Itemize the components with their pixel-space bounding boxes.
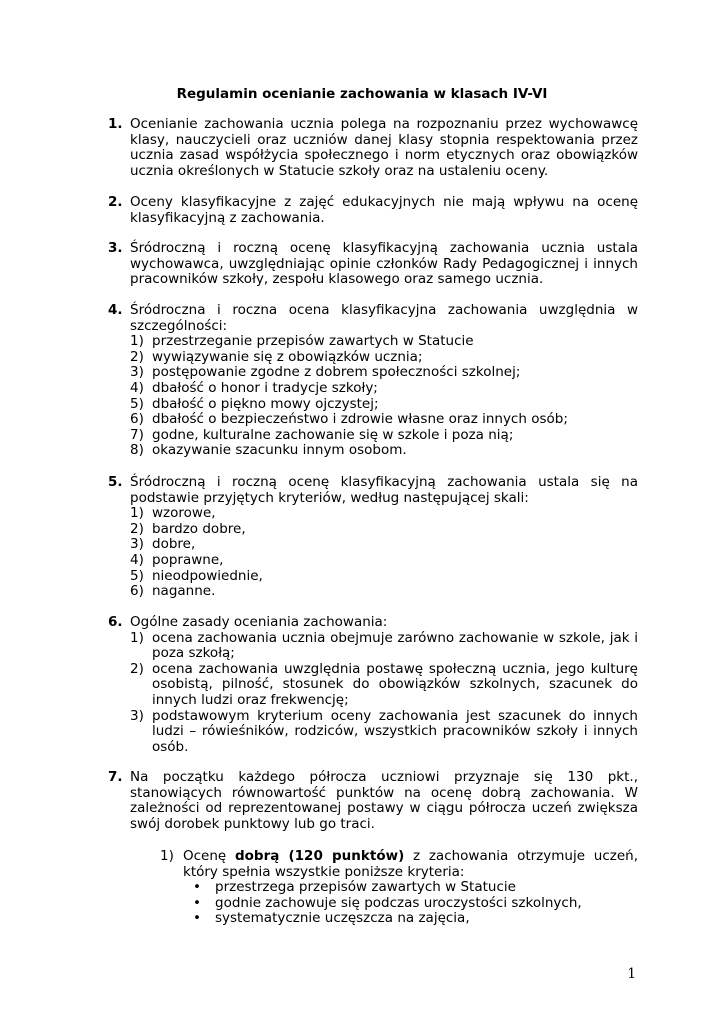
list-item <box>183 911 638 927</box>
list-item <box>108 365 638 381</box>
subsection-good-grade <box>160 849 638 927</box>
list-item <box>108 397 638 413</box>
item-number: 3) <box>130 707 144 724</box>
item-text: godnie zachowuje się podczas uroczystości szkolnych, <box>215 894 582 911</box>
item-number: 1) <box>130 629 144 646</box>
section-number: 2. <box>108 194 123 210</box>
item-number: 5) <box>130 567 144 584</box>
item-text: przestrzega przepisów zawartych w Statucie <box>215 879 516 896</box>
list-item <box>108 553 638 569</box>
text-prefix: Ocenę <box>183 848 235 864</box>
section-number: 4. <box>108 302 123 318</box>
section-number: 7. <box>108 769 123 785</box>
subsection-text <box>183 849 638 927</box>
item-number: 4) <box>130 551 144 568</box>
item-text: okazywanie szacunku innym osobom. <box>152 442 407 459</box>
section-text: Ocenianie zachowania ucznia polega na rozpoznaniu przez wychowawcę klasy, nauczycieli oraz uczniów danej klasy stopnia respektowania przez ucznia zasad współżycia społecznego i norm etycznych oraz obowiązków ucznia określonych w Statucie szkoły oraz na ustaleniu oceny. <box>130 116 638 179</box>
section-number: 5. <box>108 474 123 490</box>
item-text: nieodpowiednie, <box>152 567 263 584</box>
item-number: 6) <box>130 411 144 428</box>
item-text: dbałość o piękno mowy ojczystej; <box>152 395 379 412</box>
rules-list <box>108 631 638 756</box>
item-text: godne, kulturalne zachowanie się w szkole i poza nią; <box>152 426 514 443</box>
document-title: Regulamin ocenianie zachowania w klasach IV-VI <box>176 86 548 102</box>
page-number: 1 <box>627 966 636 982</box>
list-item <box>108 428 638 444</box>
section-text: Oceny klasyfikacyjne z zajęć edukacyjnych nie mają wpływu na ocenę klasyfikacyjną z zachowania. <box>130 194 638 226</box>
bullet-icon: • <box>193 910 201 927</box>
item-text: ocena zachowania ucznia obejmuje zarówno zachowanie w szkole, jak i poza szkołą; <box>152 629 638 662</box>
list-item <box>108 569 638 585</box>
text-suffix: z zachowania otrzymuje uczeń, który spełnia wszystkie poniższe kryteria: <box>183 848 638 880</box>
item-number: 3) <box>130 536 144 553</box>
list-item <box>108 662 638 709</box>
section-text: Śródroczna i roczna ocena klasyfikacyjna zachowania uwzględnia w szczególności: <box>130 302 638 334</box>
list-item <box>108 709 638 756</box>
list-item <box>108 443 638 459</box>
item-text: dbałość o bezpieczeństwo i zdrowie własne oraz innych osób; <box>152 411 568 428</box>
item-number: 7) <box>130 426 144 443</box>
list-item <box>108 631 638 662</box>
item-number: 2) <box>130 660 144 677</box>
section-text: Ogólne zasady oceniania zachowania: <box>130 614 388 630</box>
item-text: ocena zachowania uwzględnia postawę społeczną ucznia, jego kulturę osobistą, pilność, stosunek do obowiązków szkolnych, szacunek do innych ludzi oraz frekwencję; <box>152 660 638 708</box>
section-3 <box>108 241 638 288</box>
list-item <box>108 350 638 366</box>
list-item <box>108 381 638 397</box>
section-7 <box>108 770 638 832</box>
item-text: dbałość o honor i tradycje szkoły; <box>152 379 378 396</box>
item-text: wywiązywanie się z obowiązków ucznia; <box>152 348 423 365</box>
item-text: poprawne, <box>152 551 224 568</box>
section-text: Śródroczną i roczną ocenę klasyfikacyjną zachowania ucznia ustala wychowawca, uwzględniając opinie członków Rady Pedagogicznej i innych pracowników szkoły, zespołu klasowego oraz samego ucznia. <box>130 240 638 288</box>
list-item <box>183 896 638 912</box>
criteria-list <box>108 334 638 459</box>
item-number: 8) <box>130 442 144 459</box>
item-number: 1) <box>160 848 174 864</box>
item-number: 4) <box>130 379 144 396</box>
bullet-icon: • <box>193 879 201 896</box>
item-number: 2) <box>130 348 144 365</box>
list-item <box>108 334 638 350</box>
item-number: 3) <box>130 364 144 381</box>
section-number: 3. <box>108 240 123 256</box>
section-text: Na początku każdego półrocza uczniowi przyznaje się 130 pkt., stanowiących równowartość punktów na ocenę dobrą zachowania. W zależności od reprezentowanej postawy w ciągu półrocza uczeń zwiększa swój dorobek punktowy lub go traci. <box>130 769 638 832</box>
item-number: 2) <box>130 520 144 537</box>
item-text: podstawowym kryterium oceny zachowania jest szacunek do innych ludzi – rówieśników, rodziców, wszystkich pracowników szkoły i innych osób. <box>152 707 638 755</box>
item-text: postępowanie zgodne z dobrem społeczności szkolnej; <box>152 364 521 381</box>
section-4 <box>108 303 638 459</box>
section-text: Śródroczną i roczną ocenę klasyfikacyjną zachowania ustala się na podstawie przyjętych kryteriów, według następującej skali: <box>130 474 638 506</box>
item-text: wzorowe, <box>152 505 216 522</box>
section-1 <box>108 117 638 179</box>
item-number: 6) <box>130 583 144 600</box>
item-number: 1) <box>130 505 144 522</box>
item-number: 5) <box>130 395 144 412</box>
section-number: 1. <box>108 116 123 132</box>
item-text: dobre, <box>152 536 196 553</box>
text-bold: dobrą (120 punktów) <box>234 848 405 864</box>
list-item <box>108 522 638 538</box>
item-number: 1) <box>130 333 144 350</box>
list-item <box>108 584 638 600</box>
list-item <box>108 537 638 553</box>
section-5 <box>108 475 638 600</box>
bullet-icon: • <box>193 894 201 911</box>
section-6 <box>108 615 638 755</box>
item-text: przestrzeganie przepisów zawartych w Statucie <box>152 333 474 350</box>
item-text: bardzo dobre, <box>152 520 246 537</box>
item-text: systematycznie uczęszcza na zajęcia, <box>215 910 470 927</box>
item-text: naganne. <box>152 583 216 600</box>
list-item <box>108 506 638 522</box>
section-number: 6. <box>108 614 123 630</box>
grade-scale-list <box>108 506 638 600</box>
criteria-bullet-list <box>183 880 638 927</box>
list-item <box>183 880 638 896</box>
section-2 <box>108 195 638 226</box>
list-item <box>108 412 638 428</box>
